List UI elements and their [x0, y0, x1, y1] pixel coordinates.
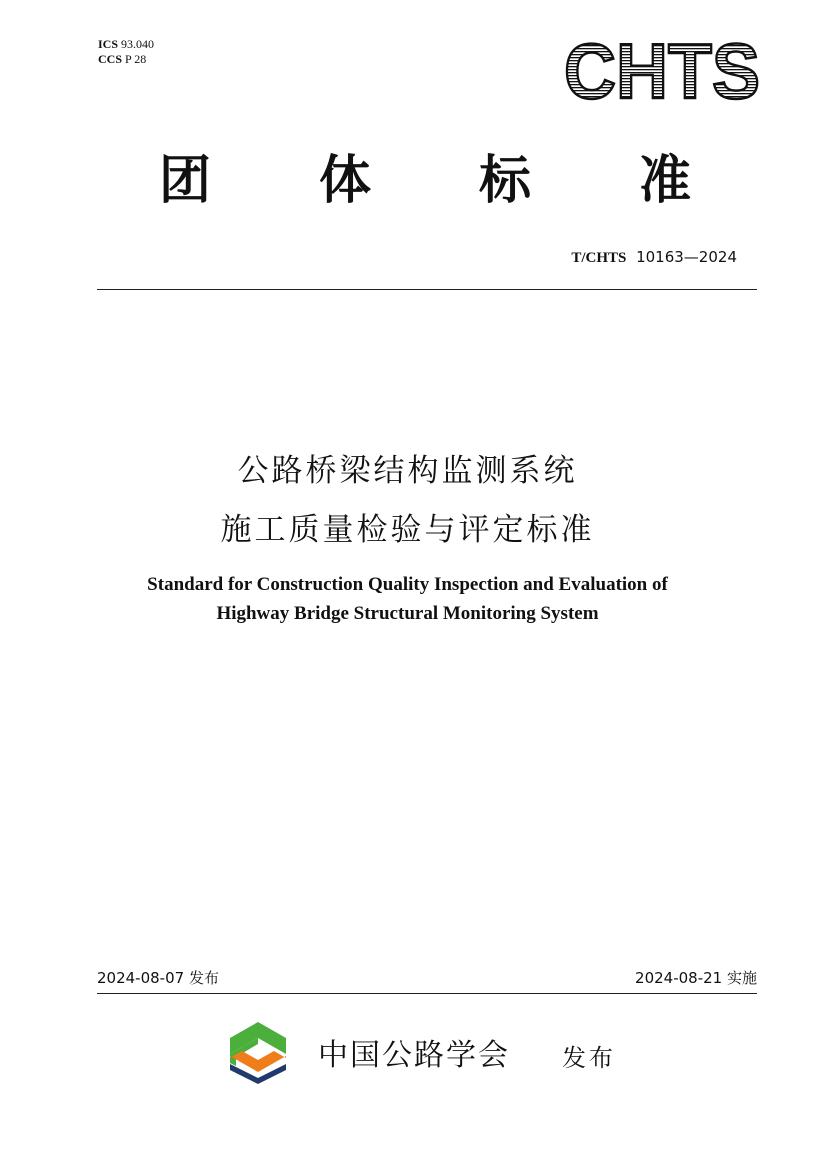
title-en-line1: Standard for Construction Quality Inspection and Evaluation of — [147, 574, 668, 595]
header-divider — [97, 289, 757, 290]
publisher-name: 中国公路学会 — [318, 1038, 510, 1073]
title-cn-line2: 施工质量检验与评定标准 — [220, 512, 595, 548]
standard-code: 10163—2024 — [636, 248, 737, 266]
standard-number — [571, 248, 737, 267]
chts-brand-logo — [562, 30, 762, 106]
ccs-code — [98, 52, 154, 67]
document-type-char-2: 体 — [319, 151, 372, 211]
ics-code — [98, 37, 154, 52]
ics-value: 93.040 — [121, 37, 155, 51]
classification-codes — [98, 37, 154, 67]
ics-label: ICS — [98, 37, 119, 51]
publisher-action: 发布 — [562, 1044, 616, 1072]
publisher-emblem — [228, 1020, 288, 1086]
footer-divider — [97, 993, 757, 994]
document-type-char-3: 标 — [479, 151, 532, 211]
chts-logo-text: CHTS — [564, 30, 760, 106]
title-cn-line1: 公路桥梁结构监测系统 — [237, 453, 578, 489]
effective-date: 2024-08-21 实施 — [635, 969, 757, 987]
standard-prefix: T/CHTS — [571, 250, 627, 266]
title-en-line2: Highway Bridge Structural Monitoring System — [216, 603, 599, 624]
issue-date: 2024-08-07 发布 — [97, 969, 219, 987]
ccs-label: CCS — [98, 52, 123, 66]
document-type-char-4: 准 — [639, 151, 692, 211]
document-type-char-1: 团 — [159, 151, 212, 211]
ccs-value: P 28 — [125, 52, 147, 66]
